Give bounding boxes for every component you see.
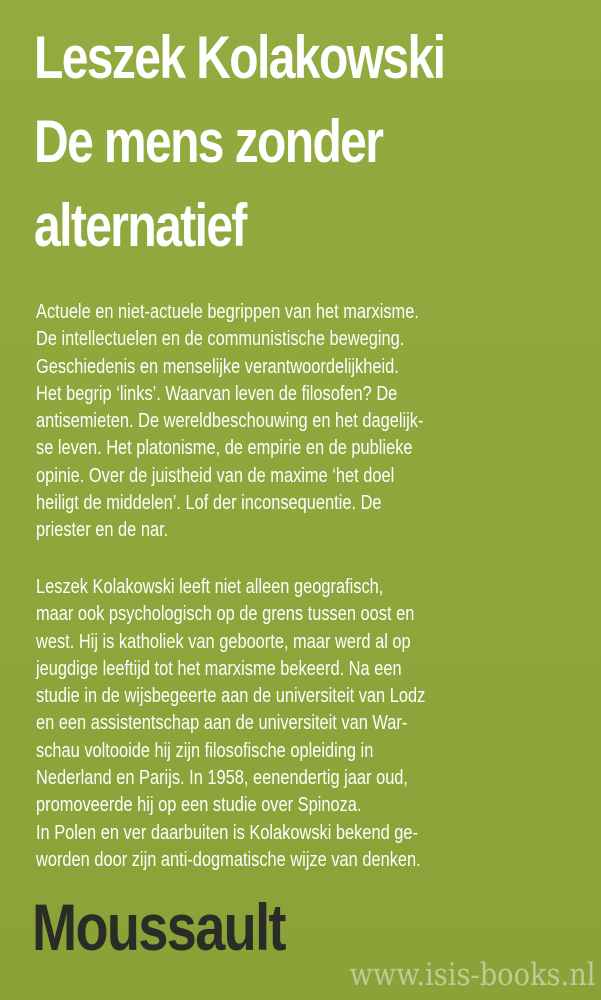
book-title-line-1: De mens zonder xyxy=(34,108,383,175)
text-line: en een assistentschap aan de universiteit van War- xyxy=(36,712,408,735)
text-line: priester en de nar. xyxy=(36,519,169,542)
text-line: Geschiedenis en menselijke verantwoordelijkheid. xyxy=(36,355,399,378)
text-line: Het begrip ‘links’. Waarvan leven de filosofen? De xyxy=(36,382,398,405)
text-line: se leven. Het platonisme, de empirie en de publieke xyxy=(36,437,413,460)
text-line: antisemieten. De wereldbeschouwing en het dagelijk- xyxy=(36,410,424,433)
text-line: De intellectuelen en de communistische beweging. xyxy=(36,328,405,351)
text-line: studie in de wijsbegeerte aan de universiteit van Lodz xyxy=(36,685,426,708)
text-line: west. Hij is katholiek van geboorte, maar werd al op xyxy=(36,630,411,653)
text-line: worden door zijn anti-dogmatische wijze van denken. xyxy=(36,848,421,871)
text-line: In Polen en ver daarbuiten is Kolakowski bekend ge- xyxy=(36,821,418,844)
text-line: Actuele en niet-actuele begrippen van het marxisme. xyxy=(36,301,419,323)
text-line: Nederland en Parijs. In 1958, eenendertig jaar oud, xyxy=(36,767,408,790)
author-name: Leszek Kolakowski xyxy=(34,24,445,91)
text-line: promoveerde hij op een studie over Spinoza. xyxy=(36,794,362,817)
contents-paragraph xyxy=(36,299,561,545)
book-title-line-2: alternatief xyxy=(34,192,246,259)
text-line: Leszek Kolakowski leeft niet alleen geografisch, xyxy=(36,576,384,598)
text-line: jeugdige leeftijd tot het marxisme bekeerd. Na een xyxy=(36,657,402,680)
text-line: schau voltooide hij zijn filosofische opleiding in xyxy=(36,739,374,762)
publisher-name: Moussault xyxy=(32,890,285,964)
watermark-url: www.isis-books.nl xyxy=(349,957,595,993)
author-bio-paragraph xyxy=(36,574,561,874)
text-line: heiligt de middelen’. Lof der inconsequentie. De xyxy=(36,492,382,515)
text-line: opinie. Over de juistheid van de maxime ‘het doel xyxy=(36,464,395,487)
text-line: maar ook psychologisch op de grens tussen oost en xyxy=(36,603,415,626)
